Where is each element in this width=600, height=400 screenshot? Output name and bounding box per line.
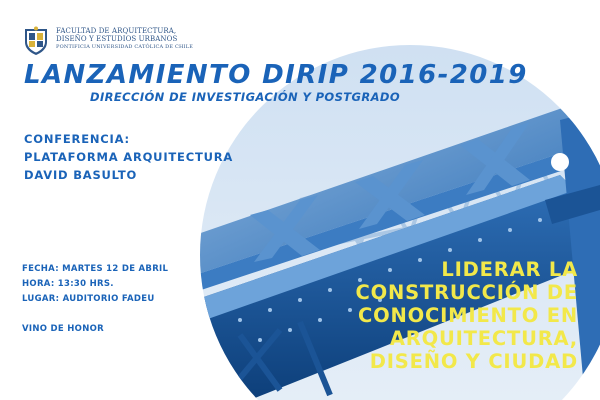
motto-line: CONOCIMIENTO EN bbox=[358, 304, 578, 327]
white-dot bbox=[551, 153, 569, 171]
motto-block bbox=[356, 258, 578, 373]
event-title: LANZAMIENTO DIRIP 2016-2019 bbox=[24, 60, 528, 90]
date-line: FECHA: MARTES 12 DE ABRIL bbox=[22, 264, 169, 274]
motto-line: DISEÑO Y CIUDAD bbox=[369, 350, 578, 373]
motto-line: ARQUITECTURA, bbox=[389, 327, 578, 350]
motto-line: LIDERAR LA bbox=[441, 258, 578, 281]
university-crest-icon bbox=[22, 26, 50, 56]
conference-topic: PLATAFORMA ARQUITECTURA bbox=[24, 150, 234, 164]
institution-block bbox=[56, 27, 193, 51]
conference-speaker: DAVID BASULTO bbox=[24, 168, 138, 182]
institution-line: PONTIFICIA UNIVERSIDAD CATÓLICA DE CHILE bbox=[56, 44, 194, 50]
venue-line: LUGAR: AUDITORIO FADEU bbox=[22, 294, 155, 304]
reception-line: VINO DE HONOR bbox=[22, 324, 104, 334]
motto-line: CONSTRUCCIÓN DE bbox=[355, 281, 578, 304]
time-line: HORA: 13:30 HRS. bbox=[22, 279, 114, 289]
institution-line: DISEÑO Y ESTUDIOS URBANOS bbox=[56, 35, 178, 43]
event-subtitle: DIRECCIÓN DE INVESTIGACIÓN Y POSTGRADO bbox=[90, 90, 401, 104]
event-details bbox=[22, 262, 168, 337]
institution-line: FACULTAD DE ARQUITECTURA, bbox=[56, 27, 177, 35]
conference-label: CONFERENCIA: bbox=[24, 132, 130, 146]
conference-block bbox=[24, 130, 233, 184]
